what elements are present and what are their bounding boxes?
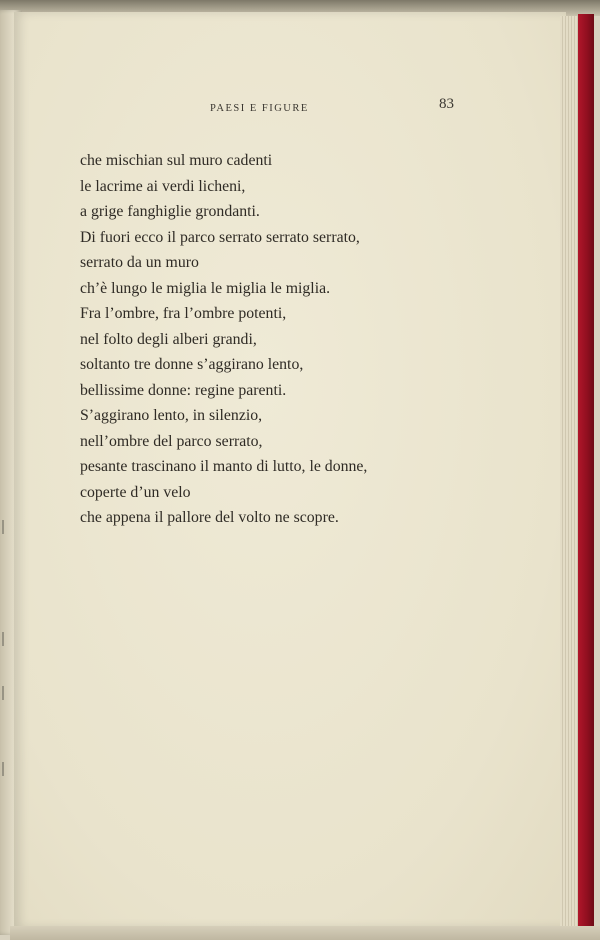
poem-line: bellissime donne: regine parenti. — [80, 381, 287, 399]
page-number: 83 — [439, 96, 454, 112]
book-bottom-edge — [10, 926, 600, 940]
running-head: PAESI E FIGURE — [210, 103, 309, 114]
poem-line: S’aggirano lento, in silenzio, — [80, 407, 263, 424]
bleed-through-mark — [2, 762, 12, 776]
poem-line: serrato da un muro — [80, 254, 199, 271]
poem-line: ch’è lungo le miglia le miglia le miglia. — [80, 279, 331, 297]
poem-line: le lacrime ai verdi licheni, — [80, 177, 246, 195]
poem-text — [80, 148, 367, 531]
poem-line: Di fuori ecco il parco serrato serrato serrato, — [80, 228, 360, 246]
bleed-through-mark — [2, 632, 12, 646]
bleed-through-mark — [2, 686, 12, 700]
red-book-cover — [578, 14, 594, 928]
poem-line: coperte d’un velo — [80, 483, 191, 501]
poem-line: pesante trascinano il manto di lutto, le donne, — [80, 458, 368, 475]
poem-line: nel folto degli alberi grandi, — [80, 330, 257, 348]
poem-line: soltanto tre donne s’aggirano lento, — [80, 356, 304, 373]
bleed-through-mark — [2, 520, 12, 534]
poem-line: a grige fanghiglie grondanti. — [80, 203, 260, 220]
poem-line: Fra l’ombre, fra l’ombre potenti, — [80, 305, 287, 322]
poem-line: che appena il pallore del volto ne scopre. — [80, 509, 339, 526]
poem-line: nell’ombre del parco serrato, — [80, 432, 263, 450]
poem-line: che mischian sul muro cadenti — [80, 152, 273, 169]
